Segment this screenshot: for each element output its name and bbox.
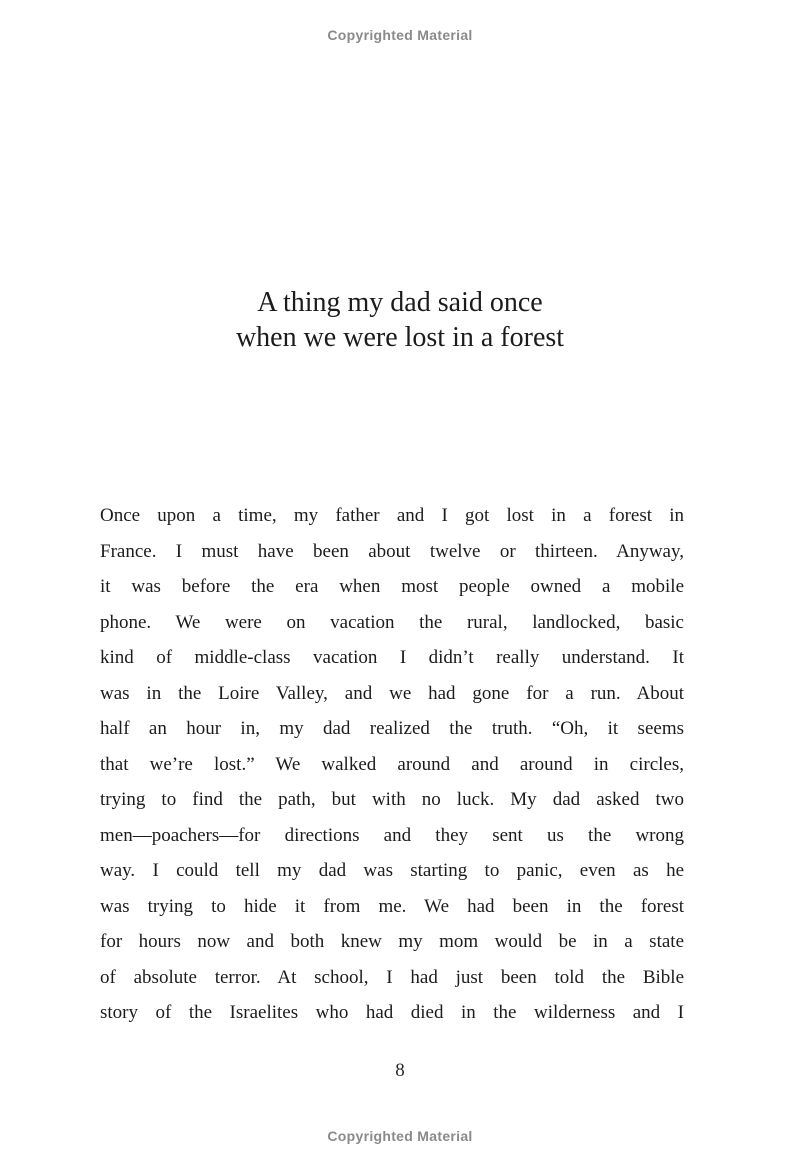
body-line: Once upon a time, my father and I got lost in a forest in (100, 505, 684, 526)
body-line: that we’re lost.” We walked around and around in circles, (100, 753, 684, 775)
body-line: way. I could tell my dad was starting to panic, even as he (100, 860, 684, 881)
body-line: men—poachers—for directions and they sent us the wrong (100, 824, 684, 846)
copyright-notice-bottom: Copyrighted Material (327, 1128, 473, 1144)
body-line: kind of middle-class vacation I didn’t really understand. It (100, 647, 684, 668)
body-line: was trying to hide it from me. We had been in the forest (100, 895, 684, 917)
body-line: half an hour in, my dad realized the truth. “Oh, it seems (100, 718, 684, 739)
page-number: 8 (395, 1060, 405, 1081)
body-paragraph (100, 498, 684, 1031)
body-line: of absolute terror. At school, I had just been told the Bible (100, 966, 684, 988)
body-line: phone. We were on vacation the rural, landlocked, basic (100, 611, 684, 633)
body-line: France. I must have been about twelve or thirteen. Anyway, (100, 540, 684, 562)
body-line: was in the Loire Valley, and we had gone for a run. About (100, 682, 684, 704)
body-line: story of the Israelites who had died in the wilderness and I (100, 1002, 684, 1023)
chapter-title-line-2: when we were lost in a forest (235, 322, 565, 353)
chapter-title (0, 285, 800, 355)
body-line: it was before the era when most people owned a mobile (100, 576, 684, 597)
chapter-title-line-1: A thing my dad said once (257, 287, 543, 318)
body-line: for hours now and both knew my mom would be in a state (100, 931, 684, 952)
body-line: trying to find the path, but with no luck. My dad asked two (100, 789, 684, 810)
copyright-notice-top: Copyrighted Material (327, 27, 473, 43)
